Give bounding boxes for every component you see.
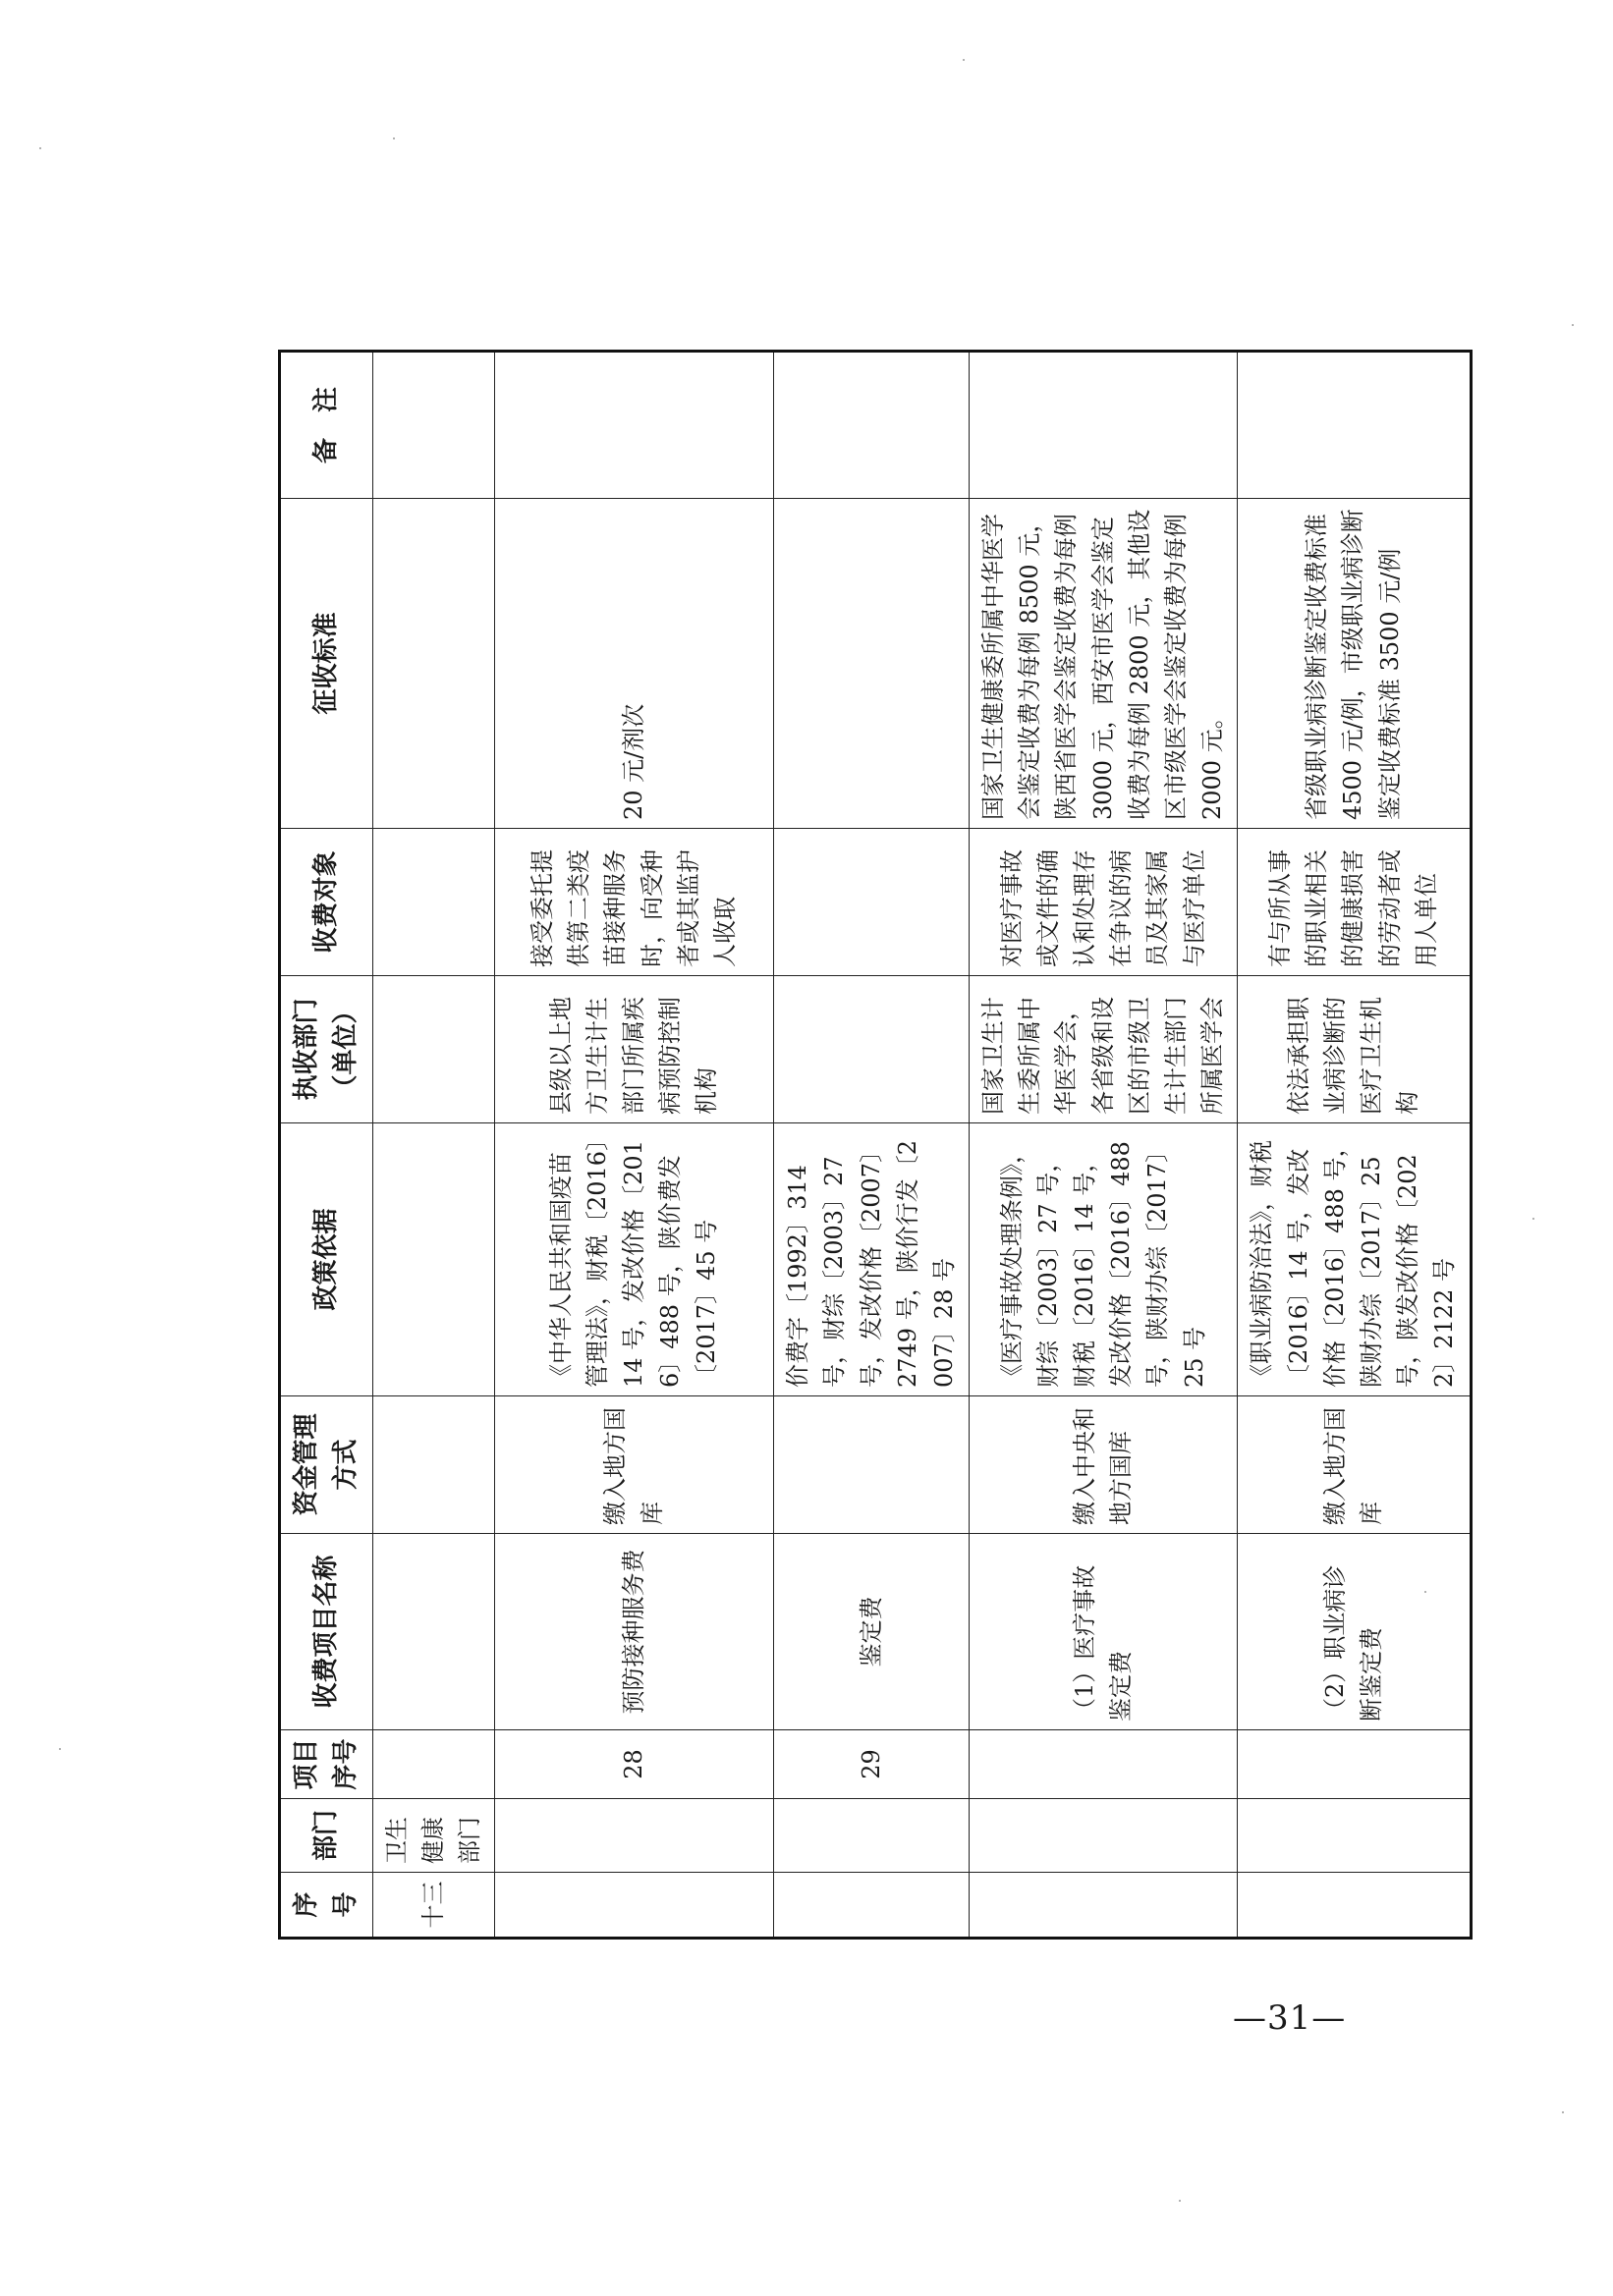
cell-empty xyxy=(372,1534,495,1730)
cell-name: 预防接种服务费 xyxy=(495,1534,774,1730)
cell-empty xyxy=(774,352,970,499)
cell-standard: 省级职业病诊断鉴定收费标准 4500 元/例，市级职业病诊断鉴定收费标准 3500 元/例 xyxy=(1238,499,1471,829)
header-exec: 执收部门（单位） xyxy=(280,976,373,1123)
page-number: —31— xyxy=(1233,1998,1347,2038)
header-standard: 征收标准 xyxy=(280,499,373,829)
cell-empty xyxy=(372,1396,495,1534)
cell-empty xyxy=(495,1799,774,1873)
cell-empty xyxy=(1238,1730,1471,1799)
cell-empty xyxy=(372,1123,495,1396)
cell-empty xyxy=(372,829,495,976)
cell-name: 鉴定费 xyxy=(774,1534,970,1730)
cell-target: 接受委托提供第二类疫苗接种服务时，向受种者或其监护人收取 xyxy=(495,829,774,976)
cell-empty xyxy=(970,352,1238,499)
cell-item-no: 28 xyxy=(495,1730,774,1799)
cell-empty xyxy=(774,1873,970,1939)
cell-empty xyxy=(372,352,495,499)
cell-standard: 国家卫生健康委所属中华医学会鉴定收费为每例 8500 元，陕西省医学会鉴定收费为每例 3000 元，西安市医学会鉴定收费为每例 2800 元，其他设区市级医学会鉴定收费为每例 2000 元。 xyxy=(970,499,1238,829)
cell-empty xyxy=(372,499,495,829)
cell-target: 对医疗事故或文件的确认和处理存在争议的病员及其家属与医疗单位 xyxy=(970,829,1238,976)
scan-speck xyxy=(39,147,41,149)
table-row xyxy=(774,352,970,1939)
scan-speck xyxy=(963,59,965,61)
cell-basis: 价费字〔1992〕314 号，财综〔2003〕27 号，发改价格〔2007〕2749 号，陕价行发〔2007〕28 号 xyxy=(774,1123,970,1396)
cell-empty xyxy=(970,1873,1238,1939)
header-seq: 序号 xyxy=(280,1873,373,1939)
cell-exec: 依法承担职业病诊断的医疗卫生机构 xyxy=(1238,976,1471,1123)
cell-empty xyxy=(774,1396,970,1534)
cell-empty xyxy=(1238,352,1471,499)
header-target: 收费对象 xyxy=(280,829,373,976)
scan-speck xyxy=(59,1748,61,1750)
header-fund: 资金管理方式 xyxy=(280,1396,373,1534)
cell-exec: 国家卫生计生委所属中华医学会，各省级和设区的市级卫生计生部门所属医学会 xyxy=(970,976,1238,1123)
cell-empty xyxy=(970,1730,1238,1799)
header-name: 收费项目名称 xyxy=(280,1534,373,1730)
fee-standard-table xyxy=(278,350,1473,1940)
cell-empty xyxy=(1238,1799,1471,1873)
rotated-fee-table-container xyxy=(278,353,1459,1940)
cell-empty xyxy=(774,976,970,1123)
cell-dept: 卫生健康部门 xyxy=(372,1799,495,1873)
cell-basis: 《中华人民共和国疫苗管理法》，财税〔2016〕14 号，发改价格〔2016〕488 号，陕价费发〔2017〕45 号 xyxy=(495,1123,774,1396)
table-row xyxy=(970,352,1238,1939)
scan-speck xyxy=(1572,324,1574,326)
header-item-no: 项目序号 xyxy=(280,1730,373,1799)
cell-seq: 十三 xyxy=(372,1873,495,1939)
header-dept: 部门 xyxy=(280,1799,373,1873)
cell-empty xyxy=(774,1799,970,1873)
header-remark: 备 注 xyxy=(280,352,373,499)
scan-speck xyxy=(1179,2200,1181,2202)
cell-item-no: 29 xyxy=(774,1730,970,1799)
cell-fund: 缴入地方国库 xyxy=(1238,1396,1471,1534)
cell-fund: 缴入地方国库 xyxy=(495,1396,774,1534)
cell-empty xyxy=(970,1799,1238,1873)
cell-empty xyxy=(372,1730,495,1799)
scan-speck xyxy=(1532,1218,1534,1220)
cell-basis: 《职业病防治法》，财税〔2016〕14 号，发改价格〔2016〕488 号，陕财办综〔2017〕25 号，陕发改价格〔2022〕2122 号 xyxy=(1238,1123,1471,1396)
cell-basis: 《医疗事故处理条例》，财综〔2003〕27 号，财税〔2016〕14 号，发改价格〔2016〕488 号，陕财办综〔2017〕25 号 xyxy=(970,1123,1238,1396)
cell-standard: 20 元/剂次 xyxy=(495,499,774,829)
cell-empty xyxy=(372,976,495,1123)
cell-name: （2）职业病诊断鉴定费 xyxy=(1238,1534,1471,1730)
cell-fund: 缴入中央和地方国库 xyxy=(970,1396,1238,1534)
table-row xyxy=(1238,352,1471,1939)
header-row xyxy=(280,352,373,1939)
cell-target: 有与所从事的职业相关的健康损害的劳动者或用人单位 xyxy=(1238,829,1471,976)
cell-empty xyxy=(495,352,774,499)
cell-empty xyxy=(495,1873,774,1939)
table-row xyxy=(495,352,774,1939)
scan-speck xyxy=(1562,2111,1564,2113)
cell-empty xyxy=(774,829,970,976)
header-basis: 政策依据 xyxy=(280,1123,373,1396)
cell-empty xyxy=(1238,1873,1471,1939)
table-row xyxy=(372,352,495,1939)
cell-name: （1）医疗事故鉴定费 xyxy=(970,1534,1238,1730)
scan-speck xyxy=(393,137,395,139)
cell-empty xyxy=(774,499,970,829)
cell-exec: 县级以上地方卫生计生部门所属疾病预防控制机构 xyxy=(495,976,774,1123)
